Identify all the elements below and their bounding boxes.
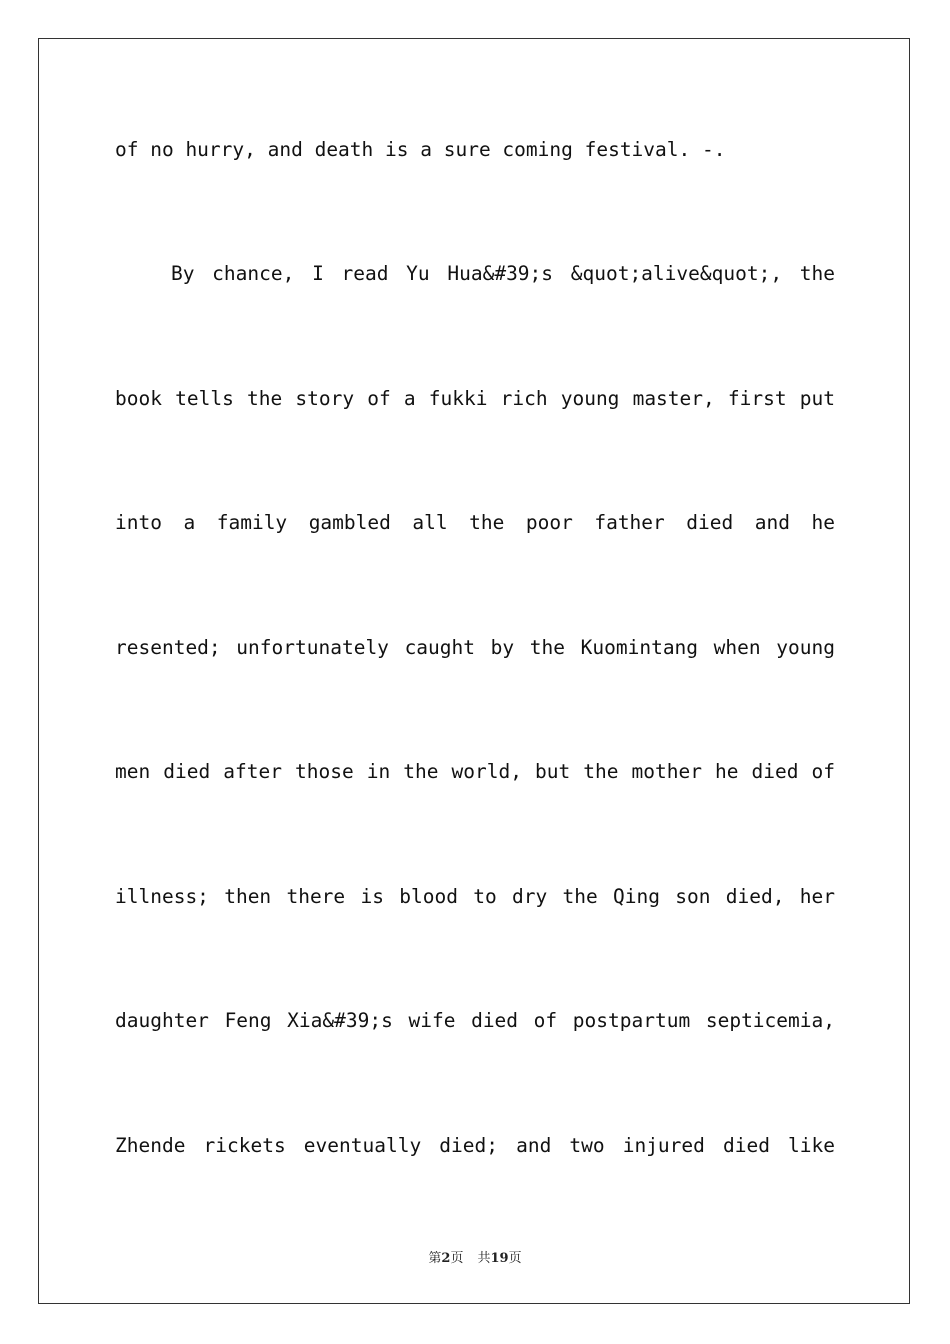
- text-line-5: resented; unfortunately caught by the Kuomintang when young: [115, 636, 835, 659]
- text-line-8: daughter Feng Xia&#39;s wife died of postpartum septicemia,: [115, 1009, 835, 1032]
- text-line-1: of no hurry, and death is a sure coming festival. -.: [115, 138, 726, 161]
- page-suffix: 页: [450, 1251, 464, 1266]
- total-prefix: 共: [477, 1251, 491, 1266]
- text-line-3: book tells the story of a fukki rich young master, first put: [115, 387, 835, 410]
- total-suffix: 页: [508, 1251, 522, 1266]
- page-number-footer: [0, 1247, 950, 1266]
- text-line-7: illness; then there is blood to dry the Qing son died, her: [115, 885, 835, 908]
- text-line-2: By chance, I read Yu Hua&#39;s &quot;alive&quot;, the: [171, 262, 835, 285]
- page-border: [38, 38, 910, 1304]
- text-line-4: into a family gambled all the poor father died and he: [115, 511, 835, 534]
- text-line-9: Zhende rickets eventually died; and two injured died like: [115, 1134, 835, 1157]
- text-line-6: men died after those in the world, but the mother he died of: [115, 760, 835, 783]
- total-page-count: 19: [490, 1251, 509, 1266]
- page-prefix: 第: [428, 1251, 442, 1266]
- current-page-number: 2: [441, 1251, 451, 1266]
